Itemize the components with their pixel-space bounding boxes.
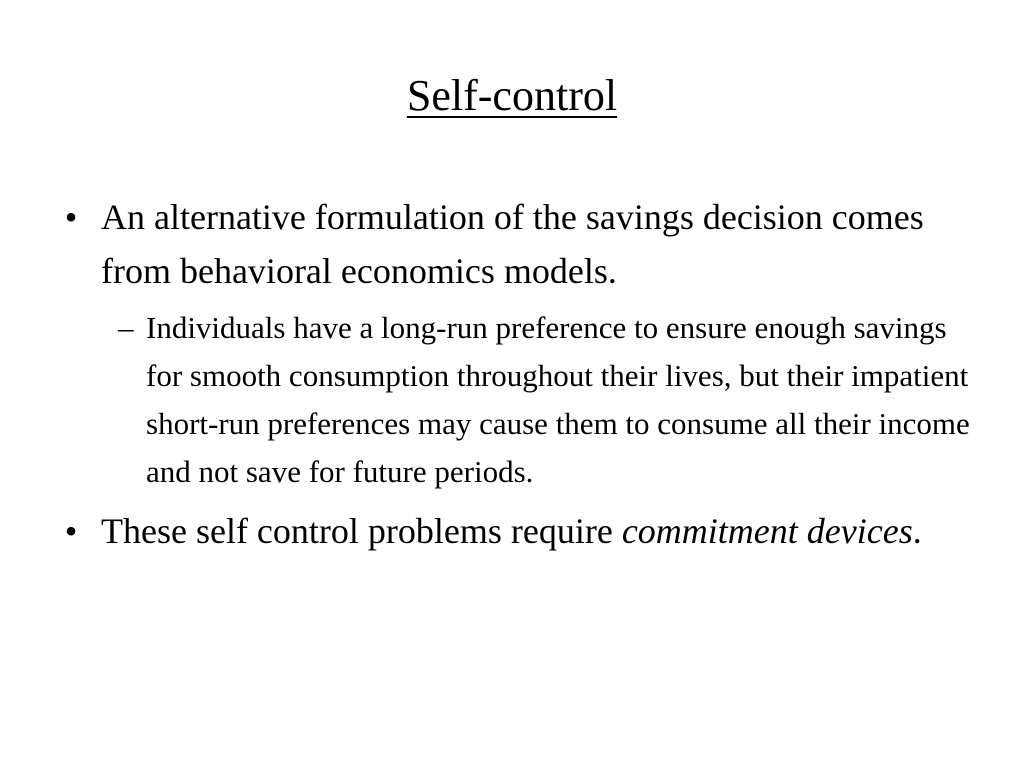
slide-title: Self-control xyxy=(406,71,618,120)
bullet-text-plain: These self control problems require xyxy=(101,511,622,551)
sub-bullet-text: Individuals have a long-run preference to ensure enough savings for smooth consumption throughout their lives, but their impatient short-run preferences may cause them to consume all their income and not save for future periods. xyxy=(146,310,970,489)
bullet-item xyxy=(56,190,986,298)
sub-bullet-item xyxy=(56,304,986,496)
bullet-text-emphasis: commitment devices xyxy=(621,511,913,551)
slide-body xyxy=(56,190,986,558)
bullet-text: An alternative formulation of the savings decision comes from behavioral economics models. xyxy=(101,197,924,291)
bullet-marker: • xyxy=(64,197,78,237)
bullet-text-end: . xyxy=(912,511,922,551)
bullet-marker: • xyxy=(64,511,78,551)
bullet-item xyxy=(56,504,986,558)
sub-bullet-marker: – xyxy=(118,310,134,345)
